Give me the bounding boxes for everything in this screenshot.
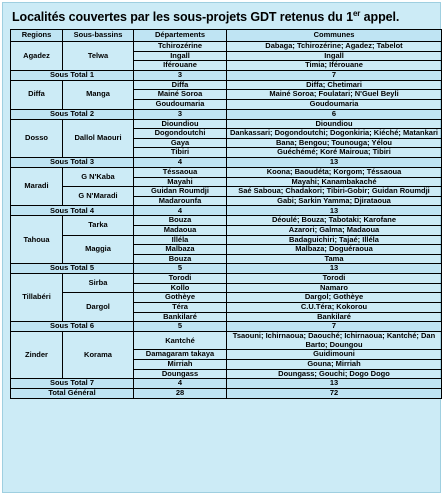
communes-cell: Dargol; Gothèye: [227, 293, 442, 303]
subtotal-label: Sous Total 4: [11, 206, 134, 216]
departement-cell: Doungass: [134, 369, 227, 379]
communes-cell: Koona; Baoudéta; Korgom; Téssaoua: [227, 167, 442, 177]
table-row: [11, 216, 442, 226]
subtotal-label: Sous Total 6: [11, 322, 134, 332]
bassin-cell: Telwa: [63, 42, 134, 71]
communes-cell: Gouna; Mirriah: [227, 360, 442, 370]
subtotal-row: [11, 379, 442, 389]
subtotal-departements: 4: [134, 206, 227, 216]
communes-cell: Guéchémé; Koré Mairoua; Tibiri: [227, 148, 442, 158]
departement-cell: Tibiri: [134, 148, 227, 158]
departement-cell: Guidan Roumdji: [134, 187, 227, 197]
table-row: [11, 274, 442, 284]
subtotal-communes: 6: [227, 109, 442, 119]
departement-cell: Téra: [134, 303, 227, 313]
bassin-cell: Tarka: [63, 216, 134, 235]
departement-cell: Goudoumaria: [134, 99, 227, 109]
communes-cell: Namaro: [227, 283, 442, 293]
region-cell: Maradi: [11, 167, 63, 205]
communes-cell: Goudoumaria: [227, 99, 442, 109]
communes-cell: Mainé Soroa; Foulatari; N'Guel Beyli: [227, 90, 442, 100]
bassin-cell: Dargol: [63, 293, 134, 322]
departement-cell: Gothèye: [134, 293, 227, 303]
departement-cell: Kantché: [134, 332, 227, 350]
subtotal-label: Sous Total 2: [11, 109, 134, 119]
communes-cell: C.U.Téra; Kokorou: [227, 303, 442, 313]
table-row: [11, 42, 442, 52]
subtotal-row: [11, 157, 442, 167]
total-communes: 72: [227, 389, 442, 399]
header-departements: Départements: [134, 30, 227, 42]
communes-cell: Dabaga; Tchirozérine; Agadez; Tabelot: [227, 42, 442, 52]
table-row: [11, 235, 442, 245]
region-cell: Tillabéri: [11, 274, 63, 322]
subtotal-communes: 13: [227, 379, 442, 389]
subtotal-label: Sous Total 5: [11, 264, 134, 274]
subtotal-row: [11, 206, 442, 216]
communes-cell: Déoulé; Bouza; Tabotaki; Karofane: [227, 216, 442, 226]
communes-cell: Torodi: [227, 274, 442, 284]
subtotal-row: [11, 322, 442, 332]
departement-cell: Diffa: [134, 80, 227, 90]
table-row: [11, 167, 442, 177]
subtotal-communes: 7: [227, 70, 442, 80]
communes-cell: Guidimouni: [227, 350, 442, 360]
communes-cell: Ingall: [227, 51, 442, 61]
table-row: [11, 293, 442, 303]
bassin-cell: G N'Maradi: [63, 187, 134, 206]
communes-cell: Gabi; Sarkin Yamma; Djirataoua: [227, 196, 442, 206]
region-cell: Zinder: [11, 332, 63, 379]
departement-cell: Bouza: [134, 254, 227, 264]
departement-cell: Gaya: [134, 138, 227, 148]
departement-cell: Madaoua: [134, 225, 227, 235]
total-row: [11, 389, 442, 399]
subtotal-label: Sous Total 7: [11, 379, 134, 389]
departement-cell: Mirriah: [134, 360, 227, 370]
subtotal-departements: 3: [134, 70, 227, 80]
departement-cell: Mainé Soroa: [134, 90, 227, 100]
communes-cell: Bana; Bengou; Tounouga; Yélou: [227, 138, 442, 148]
subtotal-row: [11, 109, 442, 119]
subtotal-departements: 5: [134, 322, 227, 332]
total-label: Total Général: [11, 389, 134, 399]
bassin-cell: Maggia: [63, 235, 134, 264]
departement-cell: Damagaram takaya: [134, 350, 227, 360]
communes-cell: Azarori; Galma; Madaoua: [227, 225, 442, 235]
region-cell: Dosso: [11, 119, 63, 157]
bassin-cell: Dallol Maouri: [63, 119, 134, 157]
communes-cell: Timia; Iférouane: [227, 61, 442, 71]
departement-cell: Dogondoutchi: [134, 129, 227, 139]
subtotal-communes: 7: [227, 322, 442, 332]
departement-cell: Bouza: [134, 216, 227, 226]
departement-cell: Dioundiou: [134, 119, 227, 129]
header-communes: Communes: [227, 30, 442, 42]
communes-cell: Doungass; Gouchi; Dogo Dogo: [227, 369, 442, 379]
subtotal-departements: 4: [134, 379, 227, 389]
departement-cell: Bankilaré: [134, 312, 227, 322]
subtotal-row: [11, 264, 442, 274]
subtotal-label: Sous Total 3: [11, 157, 134, 167]
subtotal-communes: 13: [227, 264, 442, 274]
subtotal-label: Sous Total 1: [11, 70, 134, 80]
localities-table: [10, 29, 442, 399]
communes-cell: Dioundiou: [227, 119, 442, 129]
communes-cell: Diffa; Chetimari: [227, 80, 442, 90]
header-sous-bassins: Sous-bassins: [63, 30, 134, 42]
subtotal-row: [11, 70, 442, 80]
header-regions: Regions: [11, 30, 63, 42]
subtotal-departements: 3: [134, 109, 227, 119]
table-row: [11, 80, 442, 90]
communes-cell: Bankilaré: [227, 312, 442, 322]
departement-cell: Tchirozérine: [134, 42, 227, 52]
communes-cell: Dankassari; Dogondoutchi; Dogonkiria; Kiéché; Matankari: [227, 129, 442, 139]
region-cell: Agadez: [11, 42, 63, 71]
table-row: [11, 332, 442, 350]
total-departements: 28: [134, 389, 227, 399]
table-row: [11, 187, 442, 197]
subtotal-communes: 13: [227, 157, 442, 167]
subtotal-departements: 5: [134, 264, 227, 274]
departement-cell: Téssaoua: [134, 167, 227, 177]
departement-cell: Malbaza: [134, 245, 227, 255]
subtotal-departements: 4: [134, 157, 227, 167]
subtotal-communes: 13: [227, 206, 442, 216]
document-frame: [2, 2, 441, 493]
communes-cell: Tsaouni; Ichirnaoua; Daouché; Ichirnaoua; Kantché; Dan Barto; Doungou: [227, 332, 442, 350]
region-cell: Tahoua: [11, 216, 63, 264]
communes-cell: Tama: [227, 254, 442, 264]
departement-cell: Kollo: [134, 283, 227, 293]
communes-cell: Badaguichiri; Tajaé; Illéla: [227, 235, 442, 245]
departement-cell: Mayahi: [134, 177, 227, 187]
bassin-cell: Korama: [63, 332, 134, 379]
bassin-cell: Sirba: [63, 274, 134, 293]
communes-cell: Mayahi; Kanambakaché: [227, 177, 442, 187]
departement-cell: Illéla: [134, 235, 227, 245]
communes-cell: Malbaza; Doguéraoua: [227, 245, 442, 255]
communes-cell: Saé Saboua; Chadakori; Tibiri-Gobir; Guidan Roumdji: [227, 187, 442, 197]
bassin-cell: Manga: [63, 80, 134, 109]
departement-cell: Ingall: [134, 51, 227, 61]
departement-cell: Torodi: [134, 274, 227, 284]
document-title: Localités couvertes par les sous-projets GDT retenus du 1er appel.: [12, 9, 400, 25]
table-header-row: [11, 30, 442, 42]
departement-cell: Madarounfa: [134, 196, 227, 206]
region-cell: Diffa: [11, 80, 63, 109]
bassin-cell: G N'Kaba: [63, 167, 134, 186]
departement-cell: Iférouane: [134, 61, 227, 71]
table-row: [11, 119, 442, 129]
